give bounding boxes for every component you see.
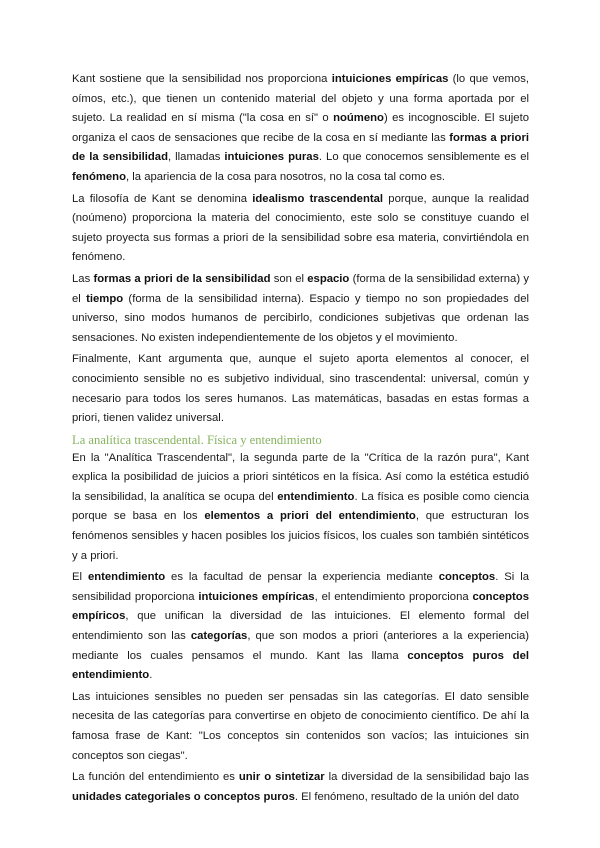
text-run: porque, aunque la realidad (noúmeno) proporciona la materia del conocimiento, este solo se constituye cuando el sujeto proyecta sus formas a priori de la sensibilidad sobre esa materia, convirtiéndola en fenómeno. xyxy=(72,192,529,264)
text-run: Las intuiciones sensibles no pueden ser pensadas sin las categorías. El dato sensible necesita de las categorías para convertirse en objeto de conocimiento científico. De ahí la famosa frase de Kant: "Los conceptos sin contenidos son vacíos; las intuiciones sin conceptos son ciegas". xyxy=(72,690,529,762)
bold-term: formas a priori de la sensibilidad xyxy=(72,131,529,164)
paragraph xyxy=(72,688,529,766)
text-run: . Si la sensibilidad proporciona xyxy=(72,571,529,603)
text-run: La función del entendimiento es xyxy=(72,771,239,784)
bold-term: categorías xyxy=(190,630,248,643)
paragraph xyxy=(72,70,529,188)
bold-term: idealismo trascendental xyxy=(252,192,384,205)
text-run: (forma de la sensibilidad interna). Espacio y tiempo no son propiedades del universo, sino modos humanos de percibirlo, condiciones subjetivas que ordenan las sensaciones. No existen independientemente de los objetos y el movimiento. xyxy=(72,292,529,344)
text-run: El xyxy=(72,571,88,584)
text-run: , la apariencia de la cosa para nosotros, no la cosa tal como es. xyxy=(125,170,445,183)
text-run: Finalmente, Kant argumenta que, aunque el sujeto aporta elementos al conocer, el conocimiento sensible no es subjetivo individual, sino trascendental: universal, común y necesario para todos los seres humanos. Las matemáticas, basadas en estas formas a priori, tienen validez universal. xyxy=(72,353,529,425)
text-run: , el entendimiento proporciona xyxy=(314,590,473,603)
text-run: . El fenómeno, resultado de la unión del dato xyxy=(294,790,520,803)
bold-term: elementos a priori del entendimiento xyxy=(204,510,416,523)
text-run: , llamadas xyxy=(167,151,225,164)
text-run: es la facultad de pensar la experiencia mediante xyxy=(165,571,439,584)
text-run: . Lo que conocemos sensiblemente es el xyxy=(318,151,529,164)
bold-term: tiempo xyxy=(86,292,124,305)
paragraph xyxy=(72,768,529,807)
paragraph xyxy=(72,350,529,428)
section-heading: La analítica trascendental. Física y entendimiento xyxy=(72,432,322,447)
text-run: Kant sostiene que la sensibilidad nos proporciona xyxy=(72,73,332,85)
text-run: La filosofía de Kant se denomina xyxy=(72,192,253,205)
text-run: Las xyxy=(72,272,94,285)
bold-term: entendimiento xyxy=(87,571,166,584)
paragraph xyxy=(72,568,529,686)
text-block-bottom xyxy=(72,449,529,808)
paragraph xyxy=(72,270,529,348)
bold-term: unidades categoriales o conceptos puros xyxy=(72,790,295,803)
text-run: . xyxy=(149,669,153,682)
bold-term: intuiciones empíricas xyxy=(198,590,315,603)
bold-term: formas a priori de la sensibilidad xyxy=(93,272,271,285)
bold-term: fenómeno xyxy=(72,170,126,183)
bold-term: entendimiento xyxy=(277,490,355,503)
bold-term: conceptos xyxy=(438,571,496,584)
text-run: , que estructuran los fenómenos sensibles y hacen posibles los juicios físicos, los cuales son también sintéticos y a priori. xyxy=(72,510,529,562)
paragraph xyxy=(72,449,529,567)
bold-term: conceptos empíricos xyxy=(72,590,529,623)
text-run: la diversidad de la sensibilidad bajo las xyxy=(324,771,530,784)
bold-term: noúmeno xyxy=(333,112,384,125)
paragraph xyxy=(72,190,529,268)
text-run: En la "Analítica Trascendental", la segunda parte de la "Crítica de la razón pura", Kant explica la posibilidad de juicios a priori sintéticos en la física. Así como la estética estudió la sensibilidad, la analítica se ocupa del xyxy=(72,451,529,503)
bold-term: conceptos puros del entendimiento xyxy=(72,649,529,682)
text-run: ) es incognoscible. El sujeto organiza el caos de sensaciones que recibe de la cosa en sí mediante las xyxy=(72,112,529,144)
bold-term: espacio xyxy=(307,272,350,285)
text-run: . La física es posible como ciencia porque se basa en los xyxy=(72,490,529,523)
text-run: , que son modos a priori (anteriores a la experiencia) mediante los cuales pensamos el mundo. Kant las llama xyxy=(72,630,529,662)
bold-term: unir o sintetizar xyxy=(238,771,325,784)
text-run: (lo que vemos, oímos, etc.), que tienen un contenido material del objeto y una forma aportada por el sujeto. La realidad en sí misma ("la cosa en sí" o xyxy=(72,73,530,125)
text-run: son el xyxy=(270,272,308,285)
text-block-top xyxy=(72,70,529,429)
bold-term: intuiciones puras xyxy=(224,151,319,164)
bold-term: intuiciones empíricas xyxy=(331,73,449,85)
text-run: (forma de la sensibilidad externa) y el xyxy=(72,272,529,305)
text-run: , que unifican la diversidad de las intuiciones. El elemento formal del entendimiento son las xyxy=(72,610,529,643)
